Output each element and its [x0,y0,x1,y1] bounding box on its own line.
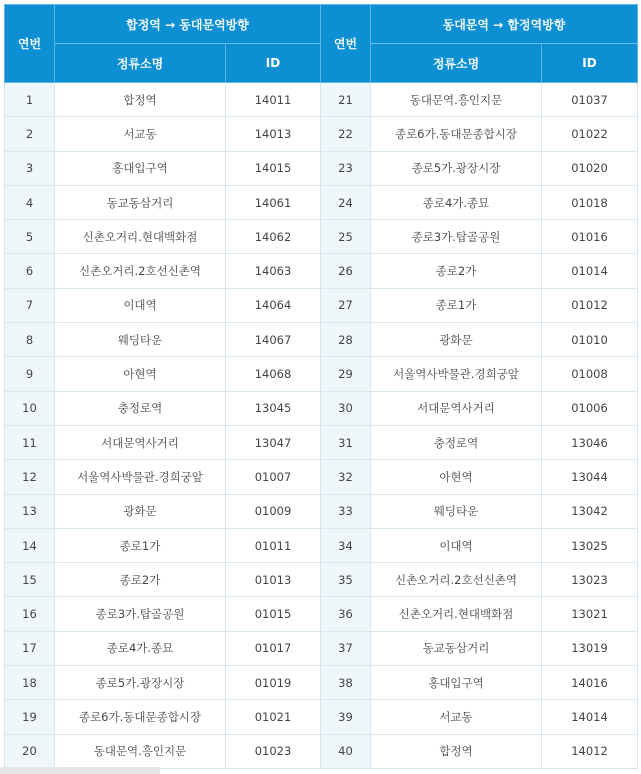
index-right-cell: 34 [321,528,371,562]
index-right-cell: 25 [321,220,371,254]
stop-name-left-cell: 광화문 [55,494,226,528]
table-row [5,734,638,768]
header-stop-name-left: 정류소명 [55,44,226,83]
table-row [5,460,638,494]
stop-id-left-cell: 01019 [226,666,321,700]
table-row [5,254,638,288]
stop-id-left-cell: 01017 [226,631,321,665]
index-left-cell: 13 [5,494,55,528]
stop-name-left-cell: 동교동삼거리 [55,185,226,219]
stop-name-left-cell: 서교동 [55,117,226,151]
index-right-cell: 30 [321,391,371,425]
stop-id-right-cell: 01018 [542,185,638,219]
stop-name-right-cell: 서울역사박물관.경희궁앞 [371,357,542,391]
stop-name-right-cell: 아현역 [371,460,542,494]
index-right-cell: 39 [321,700,371,734]
stop-id-right-cell: 01037 [542,83,638,117]
index-left-cell: 9 [5,357,55,391]
index-right-cell: 38 [321,666,371,700]
stop-id-left-cell: 01011 [226,528,321,562]
stop-name-left-cell: 서울역사박물관.경희궁앞 [55,460,226,494]
header-stop-name-right: 정류소명 [371,44,542,83]
stop-name-right-cell: 광화문 [371,323,542,357]
table-row [5,494,638,528]
stop-name-left-cell: 종로2가 [55,563,226,597]
index-left-cell: 15 [5,563,55,597]
index-left-cell: 5 [5,220,55,254]
stop-id-left-cell: 14067 [226,323,321,357]
stop-id-right-cell: 01020 [542,151,638,185]
stop-id-right-cell: 13044 [542,460,638,494]
stop-id-right-cell: 13023 [542,563,638,597]
bus-stop-table-container [4,4,637,769]
table-row [5,666,638,700]
table-row [5,323,638,357]
table-row [5,151,638,185]
stop-name-right-cell: 종로5가.광장시장 [371,151,542,185]
stop-name-left-cell: 종로5가.광장시장 [55,666,226,700]
stop-id-left-cell: 14064 [226,288,321,322]
stop-name-left-cell: 아현역 [55,357,226,391]
index-left-cell: 7 [5,288,55,322]
stop-id-left-cell: 01013 [226,563,321,597]
index-left-cell: 10 [5,391,55,425]
stop-id-left-cell: 01007 [226,460,321,494]
index-left-cell: 12 [5,460,55,494]
stop-id-left-cell: 14063 [226,254,321,288]
stop-id-right-cell: 01014 [542,254,638,288]
index-left-cell: 20 [5,734,55,768]
stop-id-right-cell: 01012 [542,288,638,322]
stop-name-right-cell: 종로1가 [371,288,542,322]
index-left-cell: 11 [5,425,55,459]
stop-name-right-cell: 신촌오거리.2호선신촌역 [371,563,542,597]
stop-name-right-cell: 동교동삼거리 [371,631,542,665]
stop-id-right-cell: 14012 [542,734,638,768]
stop-name-left-cell: 충정로역 [55,391,226,425]
stop-name-right-cell: 신촌오거리.현대백화점 [371,597,542,631]
table-row [5,700,638,734]
header-direction-hapjeong-to-dongdaemun: 합정역 → 동대문역방향 [55,5,321,44]
stop-name-right-cell: 종로4가.종묘 [371,185,542,219]
stop-id-right-cell: 13021 [542,597,638,631]
table-row [5,185,638,219]
stop-name-left-cell: 신촌오거리.2호선신촌역 [55,254,226,288]
table-body [5,83,638,769]
index-left-cell: 3 [5,151,55,185]
stop-id-left-cell: 13047 [226,425,321,459]
stop-name-right-cell: 합정역 [371,734,542,768]
stop-name-left-cell: 종로3가.탑골공원 [55,597,226,631]
index-right-cell: 32 [321,460,371,494]
stop-id-right-cell: 01008 [542,357,638,391]
stop-id-right-cell: 14016 [542,666,638,700]
index-right-cell: 28 [321,323,371,357]
header-no-right: 연번 [321,5,371,83]
stop-name-right-cell: 이대역 [371,528,542,562]
stop-name-right-cell: 충정로역 [371,425,542,459]
index-right-cell: 23 [321,151,371,185]
stop-id-left-cell: 14062 [226,220,321,254]
stop-name-right-cell: 종로3가.탑골공원 [371,220,542,254]
stop-name-right-cell: 종로6가.동대문종합시장 [371,117,542,151]
stop-id-left-cell: 01023 [226,734,321,768]
table-row [5,597,638,631]
stop-name-left-cell: 동대문역.흥인지문 [55,734,226,768]
stop-id-left-cell: 13045 [226,391,321,425]
stop-id-left-cell: 14015 [226,151,321,185]
index-right-cell: 36 [321,597,371,631]
table-row [5,83,638,117]
horizontal-scrollbar[interactable] [0,767,160,774]
table-header [5,5,638,83]
index-right-cell: 21 [321,83,371,117]
stop-id-right-cell: 14014 [542,700,638,734]
table-row [5,528,638,562]
index-left-cell: 14 [5,528,55,562]
index-right-cell: 35 [321,563,371,597]
stop-name-left-cell: 홍대입구역 [55,151,226,185]
header-direction-dongdaemun-to-hapjeong: 동대문역 → 합정역방향 [371,5,638,44]
stop-name-right-cell: 동대문역.흥인지문 [371,83,542,117]
index-right-cell: 27 [321,288,371,322]
stop-id-right-cell: 13046 [542,425,638,459]
stop-name-left-cell: 서대문역사거리 [55,425,226,459]
stop-name-left-cell: 종로4가.종묘 [55,631,226,665]
table-row [5,220,638,254]
index-left-cell: 16 [5,597,55,631]
stop-name-right-cell: 종로2가 [371,254,542,288]
stop-id-left-cell: 01015 [226,597,321,631]
index-right-cell: 29 [321,357,371,391]
index-right-cell: 37 [321,631,371,665]
table-row [5,117,638,151]
index-left-cell: 18 [5,666,55,700]
stop-name-right-cell: 웨딩타운 [371,494,542,528]
header-id-left: ID [226,44,321,83]
table-row [5,425,638,459]
stop-id-right-cell: 13025 [542,528,638,562]
stop-name-left-cell: 합정역 [55,83,226,117]
index-left-cell: 1 [5,83,55,117]
stop-id-right-cell: 13019 [542,631,638,665]
table-row [5,563,638,597]
stop-id-right-cell: 01010 [542,323,638,357]
index-left-cell: 2 [5,117,55,151]
stop-id-right-cell: 01022 [542,117,638,151]
header-no-left: 연번 [5,5,55,83]
index-right-cell: 33 [321,494,371,528]
stop-name-left-cell: 이대역 [55,288,226,322]
index-right-cell: 24 [321,185,371,219]
stop-id-left-cell: 14061 [226,185,321,219]
bus-stop-table [4,4,638,769]
stop-id-right-cell: 01016 [542,220,638,254]
index-left-cell: 8 [5,323,55,357]
index-right-cell: 31 [321,425,371,459]
stop-name-left-cell: 종로1가 [55,528,226,562]
index-left-cell: 4 [5,185,55,219]
stop-name-right-cell: 서교동 [371,700,542,734]
stop-name-left-cell: 신촌오거리.현대백화점 [55,220,226,254]
index-left-cell: 17 [5,631,55,665]
stop-id-left-cell: 01009 [226,494,321,528]
index-left-cell: 6 [5,254,55,288]
table-row [5,391,638,425]
stop-name-right-cell: 서대문역사거리 [371,391,542,425]
index-right-cell: 22 [321,117,371,151]
header-id-right: ID [542,44,638,83]
stop-id-right-cell: 13042 [542,494,638,528]
index-right-cell: 26 [321,254,371,288]
stop-name-left-cell: 웨딩타운 [55,323,226,357]
stop-name-right-cell: 홍대입구역 [371,666,542,700]
stop-id-left-cell: 01021 [226,700,321,734]
stop-id-left-cell: 14013 [226,117,321,151]
table-row [5,288,638,322]
stop-id-right-cell: 01006 [542,391,638,425]
table-row [5,357,638,391]
stop-name-left-cell: 종로6가.동대문종합시장 [55,700,226,734]
index-right-cell: 40 [321,734,371,768]
stop-id-left-cell: 14011 [226,83,321,117]
stop-id-left-cell: 14068 [226,357,321,391]
index-left-cell: 19 [5,700,55,734]
table-row [5,631,638,665]
